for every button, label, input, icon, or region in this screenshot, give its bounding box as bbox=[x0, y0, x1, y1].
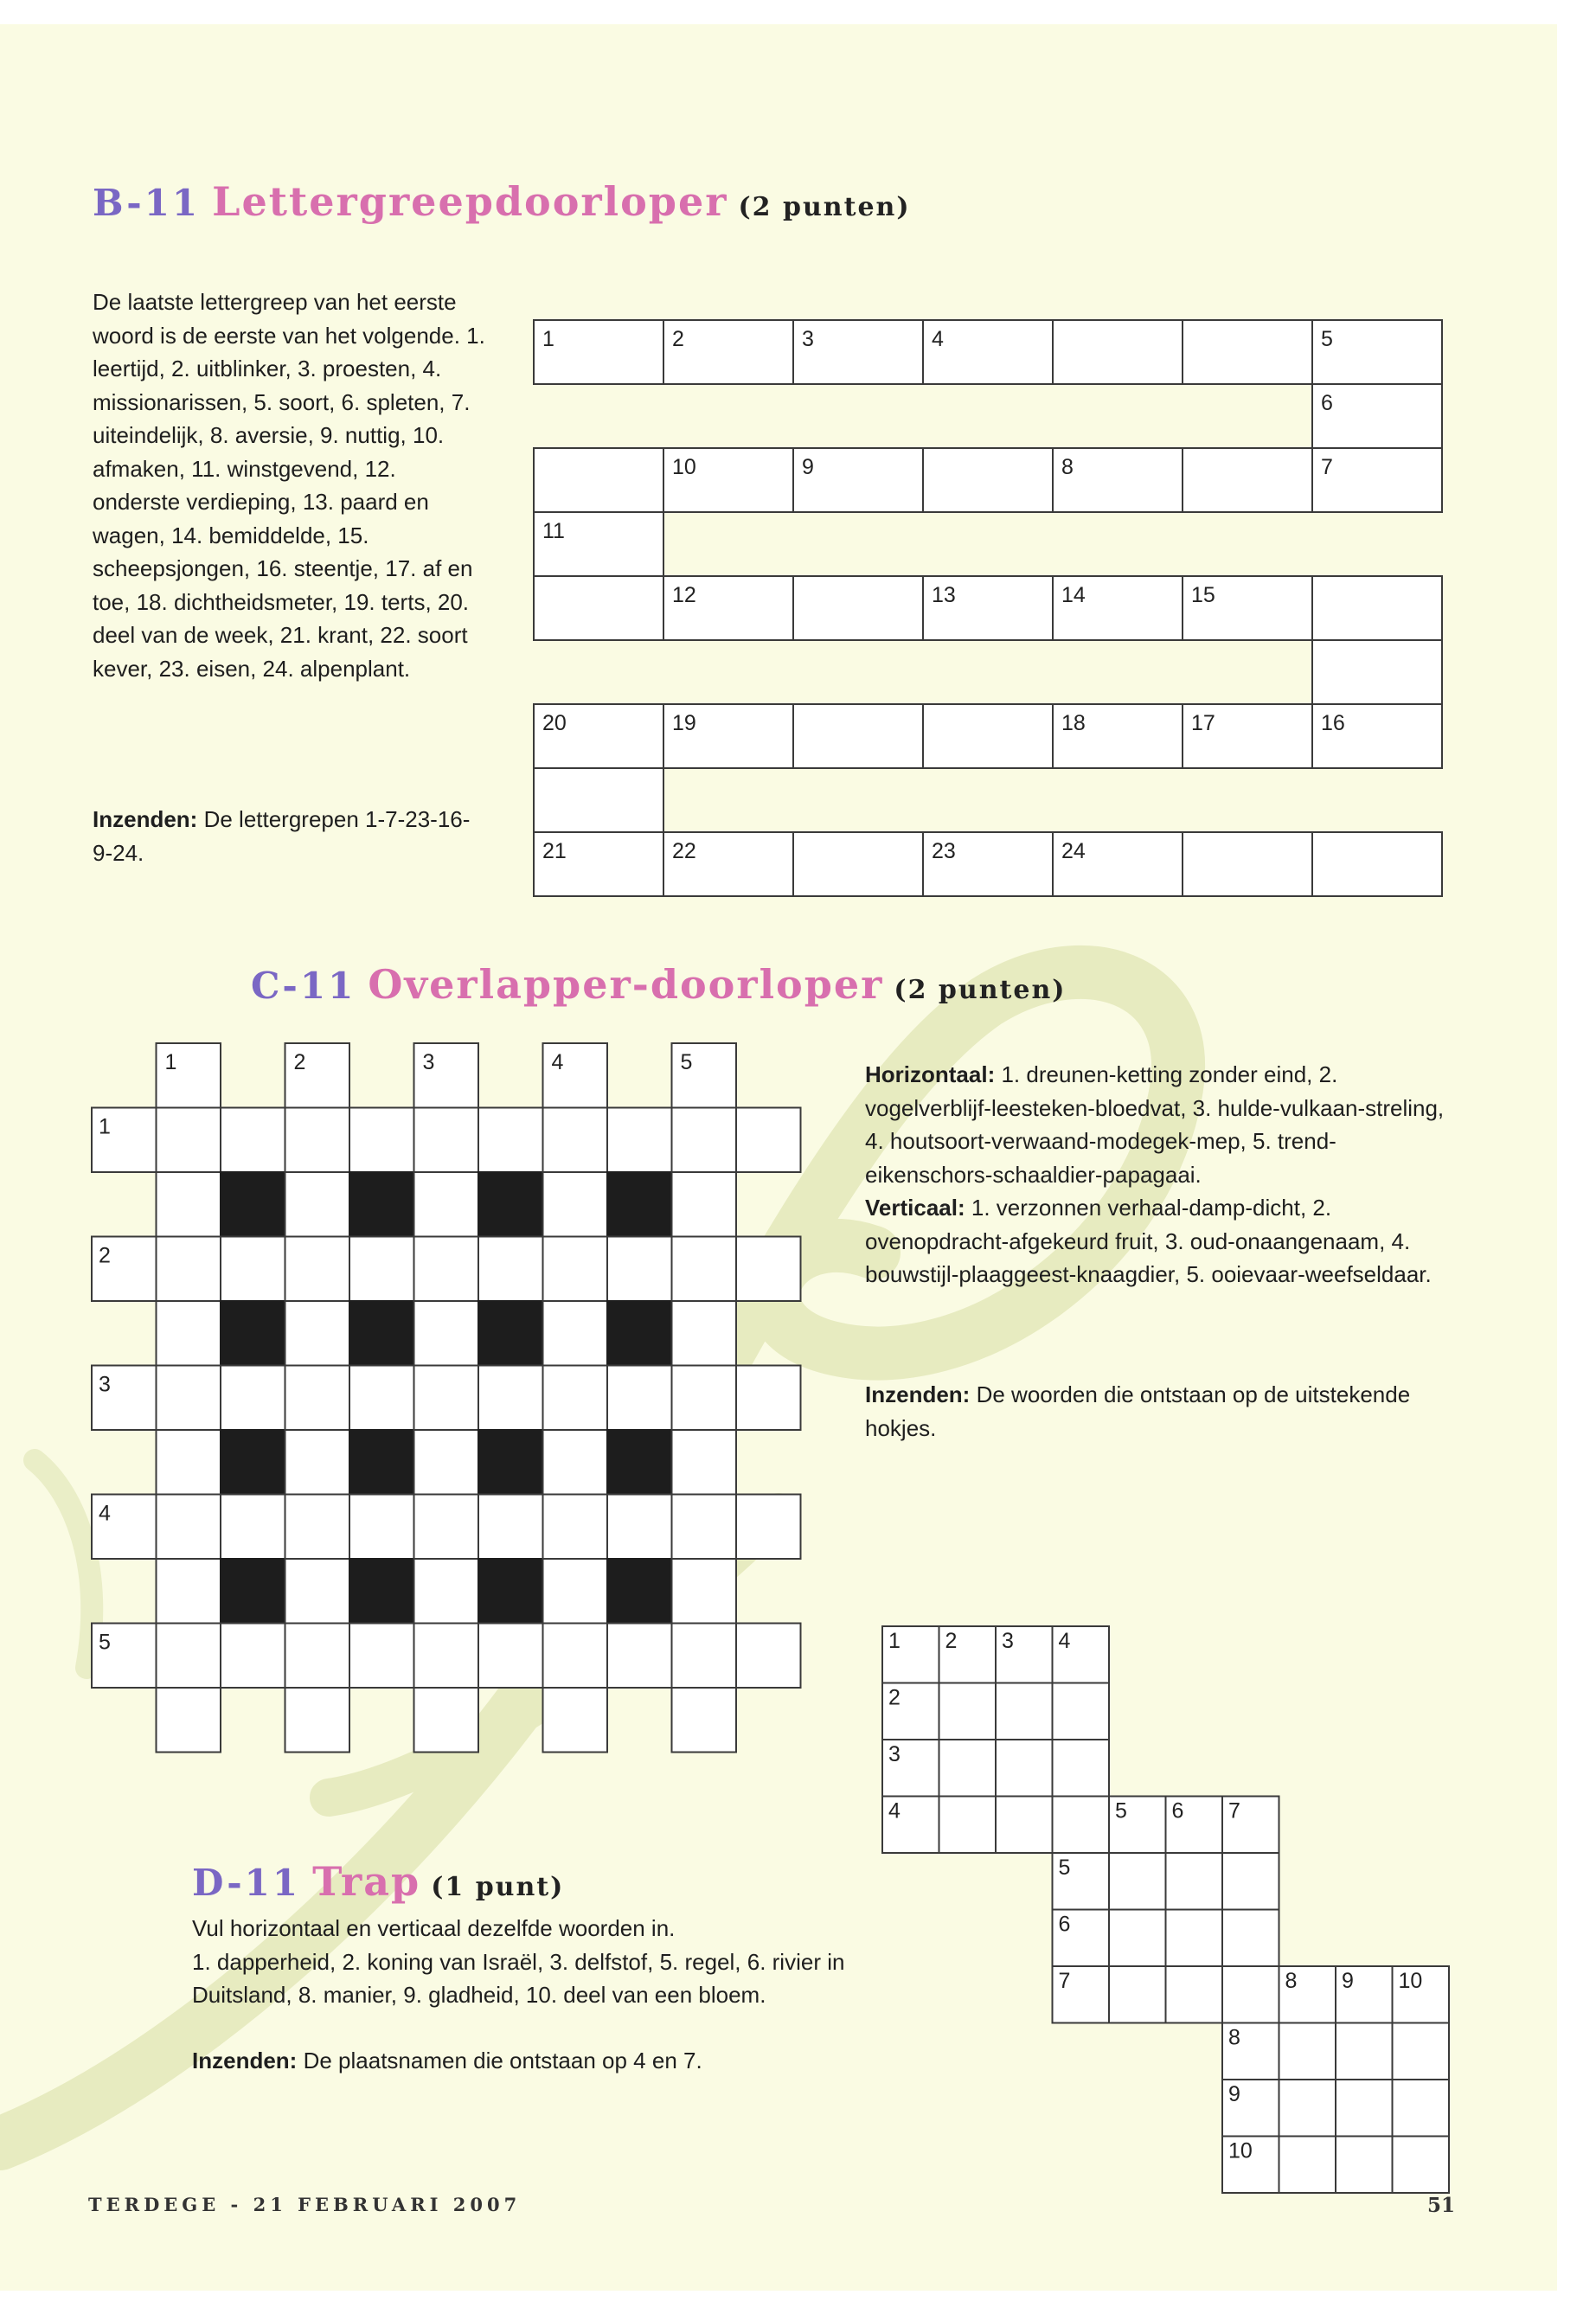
letter-cell[interactable] bbox=[1312, 576, 1442, 640]
black-cell bbox=[607, 1172, 672, 1237]
grid-number: 1 bbox=[542, 327, 554, 351]
letter-cell[interactable] bbox=[349, 1624, 414, 1689]
letter-cell[interactable] bbox=[534, 576, 663, 640]
grid-number: 8 bbox=[1285, 1969, 1298, 1993]
letter-cell[interactable] bbox=[478, 1624, 543, 1689]
letter-cell[interactable] bbox=[157, 1430, 221, 1495]
grid-number: 24 bbox=[1061, 839, 1086, 863]
letter-cell[interactable] bbox=[478, 1108, 543, 1173]
letter-cell[interactable] bbox=[543, 1108, 608, 1173]
grid-number: 5 bbox=[1058, 1856, 1071, 1880]
letter-cell[interactable] bbox=[221, 1108, 285, 1173]
letter-cell[interactable] bbox=[157, 1495, 221, 1560]
grid-number: 3 bbox=[99, 1372, 111, 1397]
letter-cell[interactable] bbox=[543, 1237, 608, 1302]
letter-cell[interactable] bbox=[1166, 1910, 1223, 1967]
letter-cell[interactable] bbox=[221, 1366, 285, 1431]
protruding-cell[interactable] bbox=[736, 1624, 801, 1689]
grid-number: 22 bbox=[672, 839, 696, 863]
grid-number: 1 bbox=[164, 1050, 177, 1074]
letter-cell[interactable] bbox=[414, 1559, 479, 1624]
grid-number: 16 bbox=[1321, 711, 1345, 735]
letter-cell[interactable] bbox=[285, 1108, 350, 1173]
section-d-instruction: Vul horizontaal en verticaal dezelfde woorden in. bbox=[192, 1915, 676, 1941]
letter-cell[interactable] bbox=[478, 1495, 543, 1560]
grid-number: 5 bbox=[1115, 1798, 1127, 1823]
magazine-page bbox=[0, 24, 1557, 2291]
letter-cell[interactable] bbox=[672, 1237, 737, 1302]
letter-cell[interactable] bbox=[1166, 1966, 1223, 2023]
grid-number: 5 bbox=[99, 1630, 111, 1655]
section-d-submit-label: Inzenden: bbox=[192, 2048, 298, 2073]
letter-cell[interactable] bbox=[1053, 320, 1183, 384]
letter-cell[interactable] bbox=[414, 1624, 479, 1689]
letter-cell[interactable] bbox=[607, 1624, 672, 1689]
letter-cell[interactable] bbox=[414, 1172, 479, 1237]
letter-cell[interactable] bbox=[414, 1237, 479, 1302]
grid-number: 7 bbox=[1321, 455, 1333, 479]
letter-cell[interactable] bbox=[1053, 1797, 1110, 1854]
protruding-cell[interactable] bbox=[157, 1688, 221, 1753]
section-b-submit-text: De lettergrepen 1-7-23-16-9-24. bbox=[93, 806, 471, 866]
letter-cell[interactable] bbox=[672, 1430, 737, 1495]
letter-cell[interactable] bbox=[414, 1108, 479, 1173]
letter-cell[interactable] bbox=[157, 1108, 221, 1173]
section-b-submit-label: Inzenden: bbox=[93, 806, 198, 832]
grid-number: 23 bbox=[932, 839, 956, 863]
grid-number: 3 bbox=[888, 1742, 901, 1766]
black-cell bbox=[607, 1559, 672, 1624]
grid-number: 10 bbox=[1228, 2138, 1253, 2163]
letter-cell[interactable] bbox=[939, 1683, 997, 1740]
black-cell bbox=[478, 1172, 543, 1237]
letter-cell[interactable] bbox=[672, 1301, 737, 1366]
black-cell bbox=[221, 1172, 285, 1237]
letter-cell[interactable] bbox=[1393, 2137, 1450, 2194]
letter-cell[interactable] bbox=[1279, 2137, 1336, 2194]
letter-cell[interactable] bbox=[939, 1797, 997, 1854]
letter-cell[interactable] bbox=[1109, 1966, 1166, 2023]
letter-cell[interactable] bbox=[1312, 832, 1442, 896]
grid-number: 5 bbox=[1321, 327, 1333, 351]
letter-cell[interactable] bbox=[543, 1495, 608, 1560]
letter-cell[interactable] bbox=[285, 1366, 350, 1431]
letter-cell[interactable] bbox=[607, 1108, 672, 1173]
black-cell bbox=[349, 1172, 414, 1237]
grid-number: 2 bbox=[293, 1050, 306, 1074]
letter-cell[interactable] bbox=[1336, 2080, 1393, 2137]
protruding-cell[interactable] bbox=[672, 1688, 737, 1753]
letter-cell[interactable] bbox=[672, 1559, 737, 1624]
letter-cell[interactable] bbox=[1393, 2080, 1450, 2137]
letter-cell[interactable] bbox=[672, 1624, 737, 1689]
section-c-submit-text: De woorden die ontstaan op de uitstekende hokjes. bbox=[865, 1381, 1411, 1441]
grid-number: 4 bbox=[932, 327, 944, 351]
grid-number: 21 bbox=[542, 839, 567, 863]
grid-number: 1 bbox=[99, 1114, 111, 1139]
letter-cell[interactable] bbox=[1109, 1853, 1166, 1910]
letter-cell[interactable] bbox=[1222, 1853, 1279, 1910]
letter-cell[interactable] bbox=[923, 448, 1053, 512]
protruding-cell[interactable] bbox=[543, 1688, 608, 1753]
black-cell bbox=[221, 1559, 285, 1624]
section-c-submit-label: Inzenden: bbox=[865, 1381, 971, 1407]
letter-cell[interactable] bbox=[543, 1624, 608, 1689]
grid-number: 13 bbox=[932, 583, 956, 607]
letter-cell[interactable] bbox=[1053, 1683, 1110, 1740]
grid-number: 9 bbox=[1228, 2082, 1240, 2106]
section-d-clue-text: 1. dapperheid, 2. koning van Israël, 3. delfstof, 5. regel, 6. rivier in Duitsland, 8. manier, 9. gladheid, 10. deel van een bloem. bbox=[192, 1948, 845, 2008]
letter-cell[interactable] bbox=[349, 1366, 414, 1431]
letter-cell[interactable] bbox=[157, 1366, 221, 1431]
letter-cell[interactable] bbox=[543, 1301, 608, 1366]
grid-number: 4 bbox=[551, 1050, 564, 1074]
letter-cell[interactable] bbox=[478, 1237, 543, 1302]
section-b-points: (2 punten) bbox=[738, 192, 911, 222]
grid-number: 17 bbox=[1191, 711, 1215, 735]
black-cell bbox=[478, 1301, 543, 1366]
section-d-points: (1 punt) bbox=[431, 1872, 565, 1902]
letter-cell[interactable] bbox=[1279, 2023, 1336, 2080]
letter-cell[interactable] bbox=[1109, 1910, 1166, 1967]
black-cell bbox=[349, 1301, 414, 1366]
black-cell bbox=[221, 1301, 285, 1366]
grid-number: 3 bbox=[1002, 1629, 1014, 1653]
letter-cell[interactable] bbox=[1183, 448, 1312, 512]
letter-cell[interactable] bbox=[349, 1108, 414, 1173]
grid-number: 9 bbox=[1342, 1969, 1354, 1993]
letter-cell[interactable] bbox=[793, 576, 923, 640]
letter-cell[interactable] bbox=[285, 1624, 350, 1689]
grid-number: 11 bbox=[542, 519, 565, 543]
grid-number: 6 bbox=[1058, 1912, 1071, 1937]
grid-number: 12 bbox=[672, 583, 696, 607]
grid-number: 2 bbox=[945, 1629, 958, 1653]
letter-cell[interactable] bbox=[1279, 2080, 1336, 2137]
letter-cell[interactable] bbox=[157, 1301, 221, 1366]
protruding-cell[interactable] bbox=[736, 1108, 801, 1173]
letter-cell[interactable] bbox=[607, 1495, 672, 1560]
letter-cell[interactable] bbox=[793, 704, 923, 768]
grid-number: 19 bbox=[672, 711, 696, 735]
letter-cell[interactable] bbox=[607, 1237, 672, 1302]
grid-number: 6 bbox=[1171, 1798, 1184, 1823]
letter-cell[interactable] bbox=[793, 832, 923, 896]
letter-cell[interactable] bbox=[534, 768, 663, 832]
letter-cell[interactable] bbox=[1183, 832, 1312, 896]
letter-cell[interactable] bbox=[1312, 640, 1442, 704]
letter-cell[interactable] bbox=[221, 1495, 285, 1560]
letter-cell[interactable] bbox=[285, 1237, 350, 1302]
grid-number: 2 bbox=[99, 1243, 111, 1268]
letter-cell[interactable] bbox=[672, 1366, 737, 1431]
letter-cell[interactable] bbox=[414, 1495, 479, 1560]
grid-number: 1 bbox=[888, 1629, 901, 1653]
grid-number: 8 bbox=[1061, 455, 1074, 479]
letter-cell[interactable] bbox=[1166, 1853, 1223, 1910]
letter-cell[interactable] bbox=[1053, 1740, 1110, 1797]
grid-number: 7 bbox=[1058, 1969, 1071, 1993]
grid-number: 10 bbox=[672, 455, 696, 479]
letter-cell[interactable] bbox=[285, 1559, 350, 1624]
grid-number: 20 bbox=[542, 711, 567, 735]
letter-cell[interactable] bbox=[1222, 1966, 1279, 2023]
letter-cell[interactable] bbox=[157, 1624, 221, 1689]
letter-cell[interactable] bbox=[285, 1301, 350, 1366]
grid-number: 2 bbox=[888, 1685, 901, 1710]
section-d-submit-text: De plaatsnamen die ontstaan op 4 en 7. bbox=[303, 2048, 702, 2073]
black-cell bbox=[478, 1430, 543, 1495]
letter-cell[interactable] bbox=[157, 1172, 221, 1237]
grid-number: 14 bbox=[1061, 583, 1086, 607]
black-cell bbox=[607, 1301, 672, 1366]
letter-cell[interactable] bbox=[996, 1683, 1053, 1740]
letter-cell[interactable] bbox=[1336, 2137, 1393, 2194]
footer-publication: TERDEGE - 21 FEBRUARI 2007 bbox=[88, 2194, 522, 2215]
letter-cell[interactable] bbox=[1183, 320, 1312, 384]
section-c-horizontal-text: 1. dreunen-ketting zonder eind, 2. vogelverblijf-leesteken-bloedvat, 3. hulde-vulkaan-streling, 4. houtsoort-verwaand-modegek-mep, 5. trend-eikenschors-schaaldier-papagaai. bbox=[865, 1061, 1445, 1188]
grid-number: 4 bbox=[99, 1501, 111, 1526]
letter-cell[interactable] bbox=[939, 1740, 997, 1797]
black-cell bbox=[221, 1430, 285, 1495]
section-b-clue-text: De laatste lettergreep van het eerste woord is de eerste van het volgende. 1. leertijd, 2. uitblinker, 3. proesten, 4. missionarissen, 5. soort, 6. spleten, 7. uiteindelijk, 8. aversie, 9. nuttig, 10. afmaken, 11. winstgevend, 12. onderste verdieping, 13. paard en wagen, 14. bemiddelde, 15. scheepsjongen, 16. steentje, 17. af en toe, 18. dichtheidsmeter, 19. terts, 20. deel van de week, 21. krant, 22. soort kever, 23. eisen, 24. alpenplant. bbox=[93, 289, 485, 682]
grid-number: 2 bbox=[672, 327, 684, 351]
protruding-cell[interactable] bbox=[285, 1688, 350, 1753]
grid-number: 3 bbox=[802, 327, 814, 351]
letter-cell[interactable] bbox=[157, 1559, 221, 1624]
section-b-code: B-11 bbox=[93, 182, 201, 224]
grid-number: 8 bbox=[1228, 2025, 1240, 2050]
grid-number: 5 bbox=[680, 1050, 693, 1074]
letter-cell[interactable] bbox=[996, 1740, 1053, 1797]
letter-cell[interactable] bbox=[414, 1430, 479, 1495]
letter-cell[interactable] bbox=[221, 1624, 285, 1689]
letter-cell[interactable] bbox=[157, 1237, 221, 1302]
letter-cell[interactable] bbox=[543, 1366, 608, 1431]
letter-cell[interactable] bbox=[996, 1797, 1053, 1854]
letter-cell[interactable] bbox=[672, 1495, 737, 1560]
letter-cell[interactable] bbox=[672, 1108, 737, 1173]
black-cell bbox=[349, 1559, 414, 1624]
grid-number: 18 bbox=[1061, 711, 1086, 735]
letter-cell[interactable] bbox=[1222, 1910, 1279, 1967]
letter-cell[interactable] bbox=[923, 704, 1053, 768]
protruding-cell[interactable] bbox=[736, 1366, 801, 1431]
section-b-name: Lettergreepdoorloper bbox=[212, 178, 728, 225]
letter-cell[interactable] bbox=[349, 1237, 414, 1302]
puzzle-grids bbox=[0, 24, 1557, 2291]
grid-number: 9 bbox=[802, 455, 814, 479]
grid-number: 4 bbox=[1058, 1629, 1071, 1653]
section-c-code: C-11 bbox=[251, 965, 356, 1007]
letter-cell[interactable] bbox=[543, 1172, 608, 1237]
letter-cell[interactable] bbox=[414, 1366, 479, 1431]
section-c-vertical-label: Verticaal: bbox=[865, 1195, 965, 1221]
letter-cell[interactable] bbox=[534, 448, 663, 512]
page-number: 51 bbox=[1427, 2194, 1456, 2217]
grid-number: 6 bbox=[1321, 391, 1333, 415]
letter-cell[interactable] bbox=[672, 1172, 737, 1237]
letter-cell[interactable] bbox=[1336, 2023, 1393, 2080]
grid-number: 7 bbox=[1228, 1798, 1240, 1823]
letter-cell[interactable] bbox=[543, 1430, 608, 1495]
letter-cell[interactable] bbox=[414, 1301, 479, 1366]
protruding-cell[interactable] bbox=[414, 1688, 479, 1753]
protruding-cell[interactable] bbox=[736, 1237, 801, 1302]
letter-cell[interactable] bbox=[285, 1495, 350, 1560]
letter-cell[interactable] bbox=[285, 1172, 350, 1237]
section-d-name: Trap bbox=[312, 1858, 421, 1905]
letter-cell[interactable] bbox=[543, 1559, 608, 1624]
section-d-code: D-11 bbox=[192, 1862, 301, 1904]
letter-cell[interactable] bbox=[285, 1430, 350, 1495]
section-c-vertical-text: 1. verzonnen verhaal-damp-dicht, 2. ovenopdracht-afgekeurd fruit, 3. oud-onaangenaam, 4. bouwstijl-plaaggeest-knaagdier, 5. ooievaar-weefseldaar. bbox=[865, 1195, 1432, 1287]
grid-number: 15 bbox=[1191, 583, 1215, 607]
letter-cell[interactable] bbox=[478, 1366, 543, 1431]
protruding-cell[interactable] bbox=[736, 1495, 801, 1560]
black-cell bbox=[478, 1559, 543, 1624]
grid-number: 10 bbox=[1398, 1969, 1423, 1993]
letter-cell[interactable] bbox=[1393, 2023, 1450, 2080]
letter-cell[interactable] bbox=[221, 1237, 285, 1302]
black-cell bbox=[607, 1430, 672, 1495]
section-c-points: (2 punten) bbox=[894, 975, 1067, 1005]
grid-number: 4 bbox=[888, 1798, 901, 1823]
section-c-name: Overlapper-doorloper bbox=[368, 961, 884, 1008]
grid-number: 3 bbox=[422, 1050, 435, 1074]
black-cell bbox=[349, 1430, 414, 1495]
letter-cell[interactable] bbox=[349, 1495, 414, 1560]
letter-cell[interactable] bbox=[607, 1366, 672, 1431]
section-c-horizontal-label: Horizontaal: bbox=[865, 1061, 996, 1087]
